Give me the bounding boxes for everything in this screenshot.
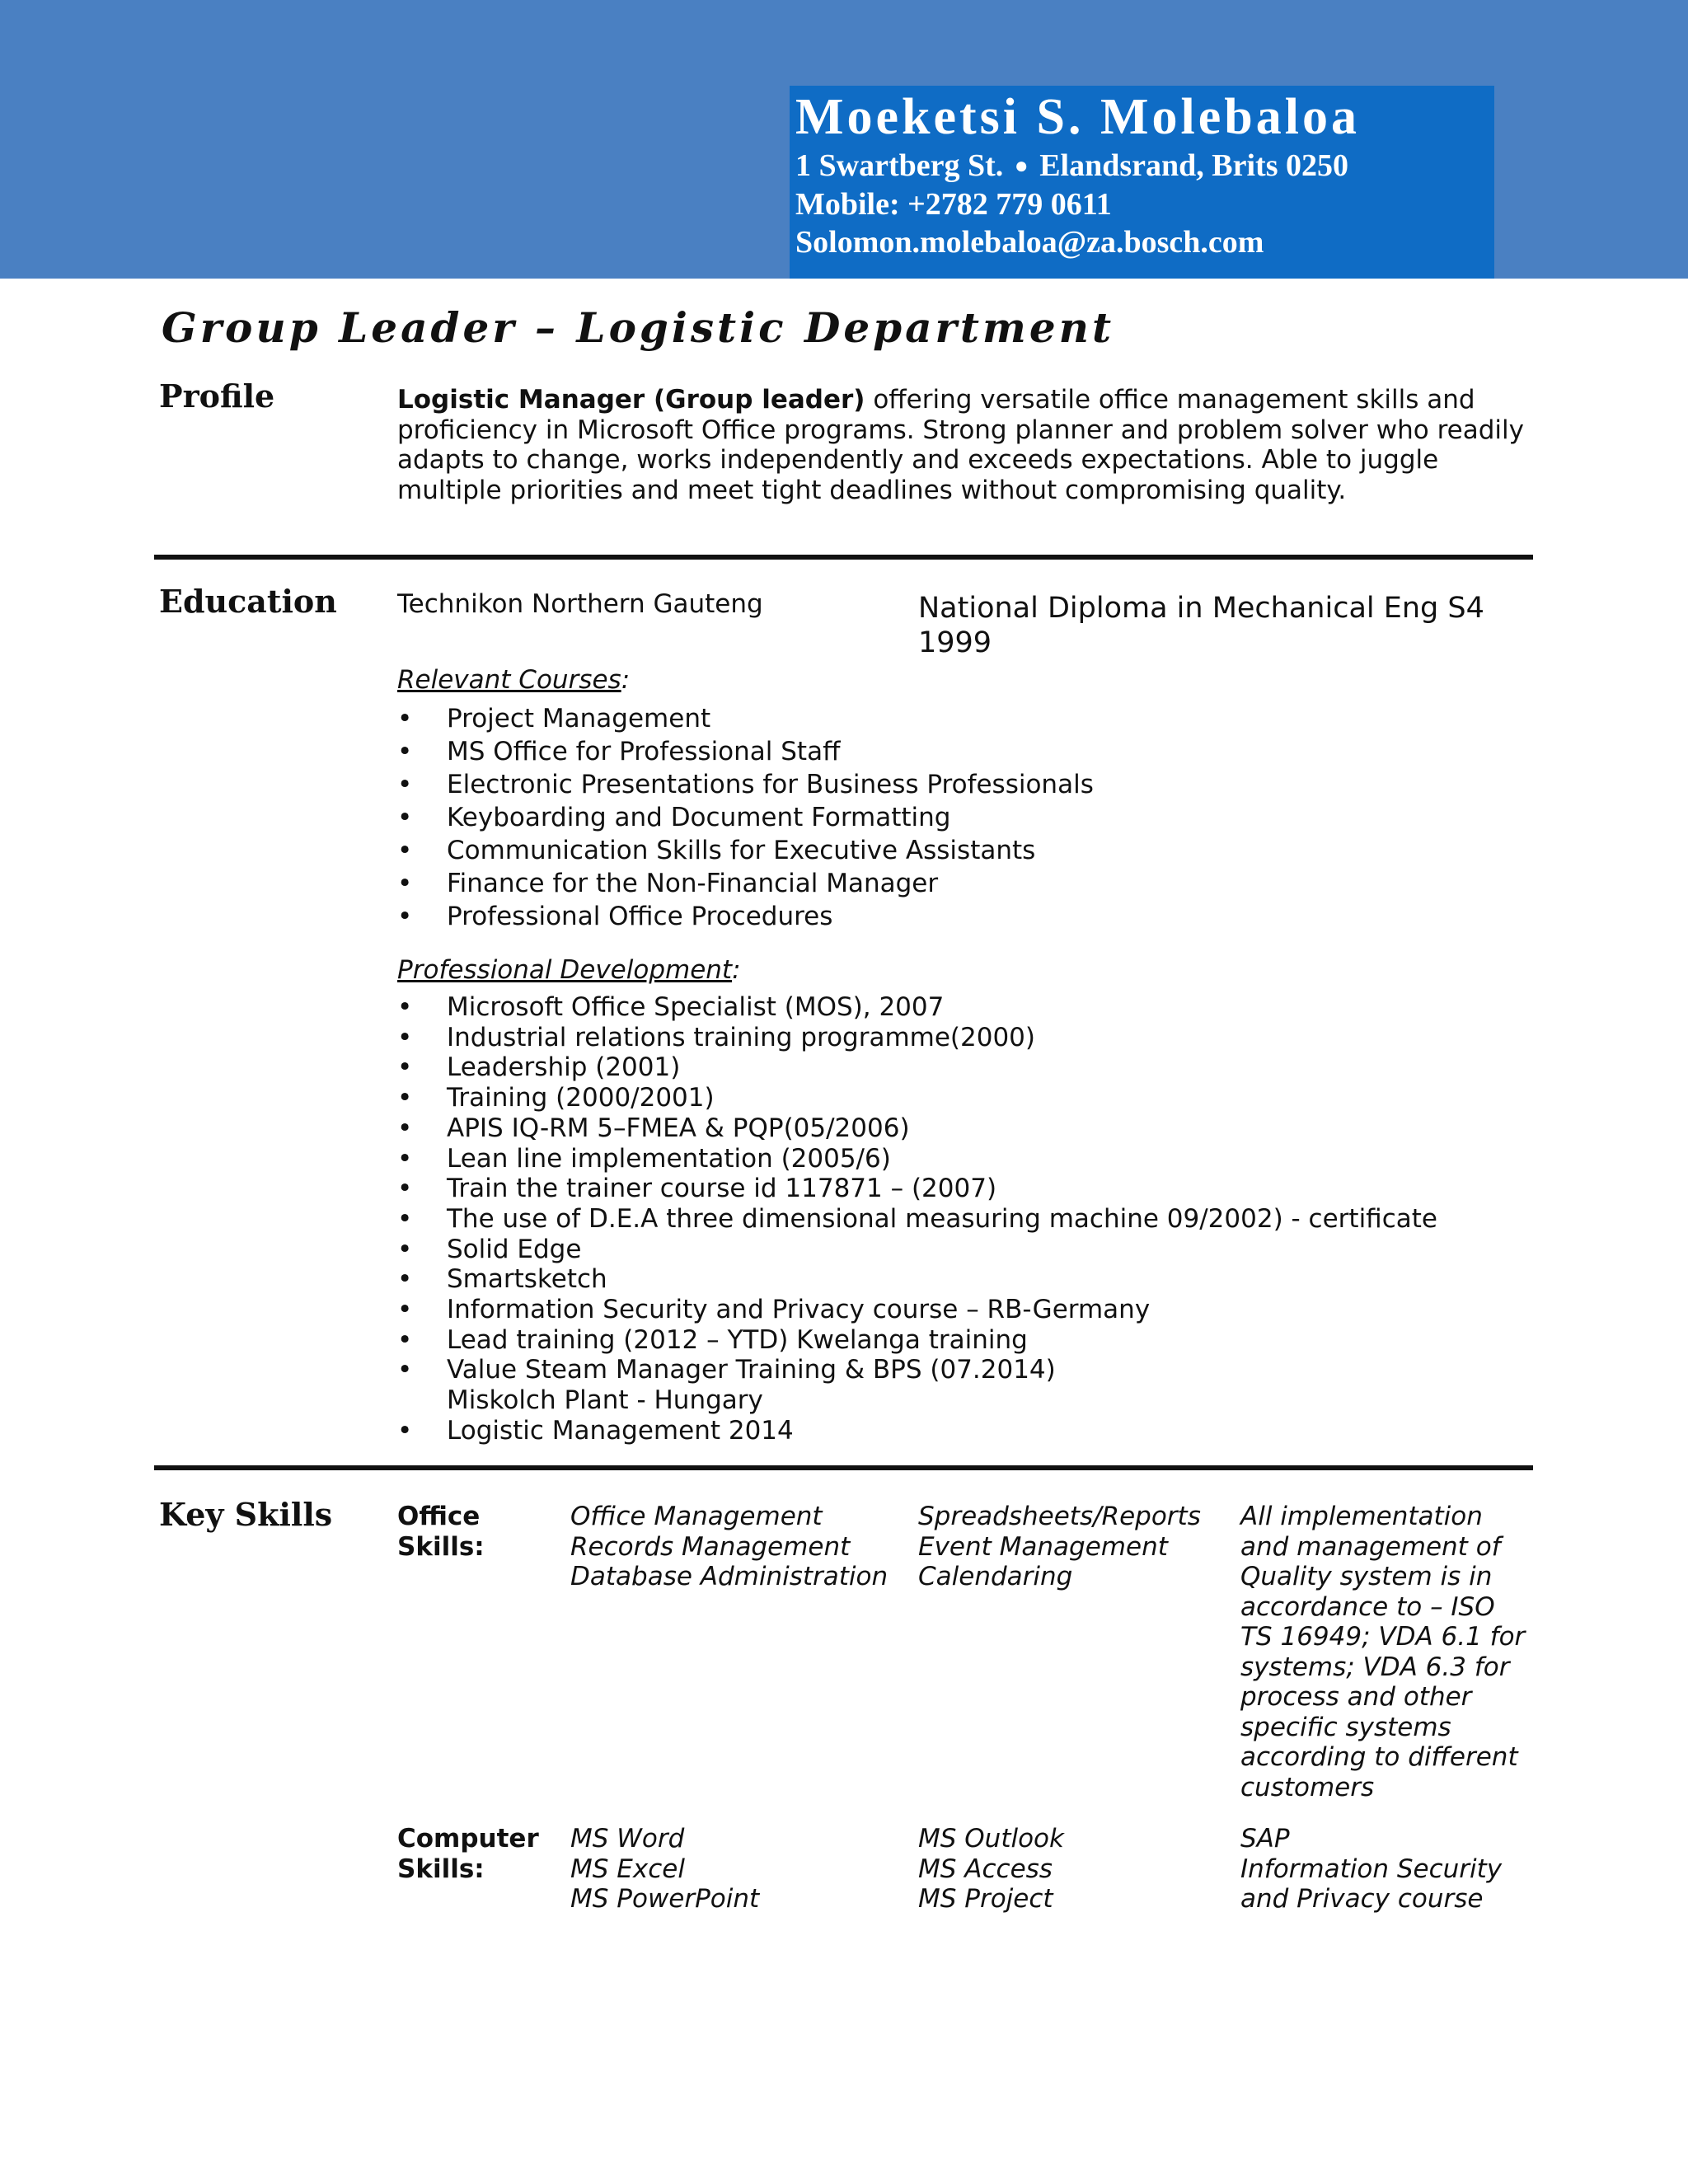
- development-item: [397, 1113, 1437, 1144]
- bullet-icon: •: [397, 770, 413, 799]
- course-item-text: Electronic Presentations for Business Professionals: [447, 770, 1094, 799]
- computer-skills-col3: SAP Information Security and Privacy course: [1240, 1824, 1503, 1914]
- profile-label: Profile: [159, 377, 275, 415]
- bullet-icon: •: [397, 1083, 413, 1113]
- degree: [918, 591, 1484, 660]
- key-skills-label: Key Skills: [159, 1496, 333, 1533]
- profile-body: offering versatile office management skills and proficiency in Microsoft Office programs. Strong planner and problem solver who readily adapts to change, works independently and exceeds expectations. Able to juggle multiple priorities and meet tight deadlines without compromising quality.: [397, 385, 1524, 505]
- development-item: [397, 1295, 1437, 1325]
- address-line: [795, 147, 1494, 185]
- development-item: [397, 1174, 1437, 1204]
- development-item-text: Solid Edge: [447, 1234, 582, 1264]
- bullet-icon: •: [397, 1203, 413, 1234]
- degree-name: National Diploma in Mechanical Eng S4: [918, 592, 1484, 625]
- development-item-text: Value Steam Manager Training & BPS (07.2014) Miskolch Plant - Hungary: [447, 1355, 1056, 1416]
- bullet-icon: •: [397, 1113, 413, 1143]
- course-item-text: Communication Skills for Executive Assistants: [447, 836, 1036, 865]
- computer-skills-col1: MS Word MS Excel MS PowerPoint: [570, 1824, 760, 1914]
- course-item: [397, 801, 1094, 834]
- bullet-icon: •: [397, 992, 413, 1022]
- applicant-name: Moeketsi S. Molebaloa: [795, 89, 1360, 145]
- course-item-text: Project Management: [447, 704, 711, 733]
- bullet-icon: •: [397, 836, 413, 865]
- section-divider: [154, 555, 1533, 560]
- development-item-text: Train the trainer course id 117871 – (2007): [447, 1174, 997, 1204]
- email-address[interactable]: Solomon.molebaloa@za.bosch.com: [795, 225, 1264, 260]
- section-divider: [154, 1465, 1533, 1470]
- courses-list: [397, 702, 1094, 933]
- development-item-text: Industrial relations training programme(2000): [447, 1022, 1035, 1052]
- bullet-icon: •: [397, 1415, 413, 1446]
- development-item: [397, 1023, 1437, 1053]
- development-item-text: Lead training (2012 – YTD) Kwelanga training: [447, 1324, 1028, 1355]
- course-item-text: MS Office for Professional Staff: [447, 737, 841, 766]
- development-item: [397, 1355, 1437, 1415]
- development-item: [397, 1264, 1437, 1295]
- development-item: [397, 992, 1437, 1023]
- bullet-icon: •: [397, 1264, 413, 1295]
- development-item: [397, 1416, 1437, 1446]
- office-skills-col1: Office Management Records Management Database Administration: [570, 1502, 889, 1591]
- course-item-text: Keyboarding and Document Formatting: [447, 803, 951, 832]
- development-item: [397, 1083, 1437, 1113]
- bullet-icon: •: [397, 737, 413, 766]
- bullet-icon: •: [397, 1143, 413, 1174]
- development-item-text: Smartsketch: [447, 1264, 607, 1295]
- development-item-text: The use of D.E.A three dimensional measuring machine 09/2002) - certificate: [447, 1203, 1437, 1234]
- bullet-icon: •: [397, 704, 413, 733]
- development-item: [397, 1144, 1437, 1174]
- development-item: [397, 1052, 1437, 1083]
- job-title: Group Leader – Logistic Department: [162, 303, 1115, 352]
- development-list: [397, 992, 1437, 1446]
- bullet-icon: •: [397, 869, 413, 898]
- development-heading: Professional Development:: [397, 955, 741, 985]
- development-item-text: Logistic Management 2014: [447, 1415, 794, 1446]
- development-item: [397, 1204, 1437, 1235]
- course-item: [397, 834, 1094, 867]
- development-item-text: Information Security and Privacy course – RB-Germany: [447, 1295, 1151, 1325]
- office-skills-col2: Spreadsheets/Reports Event Management Calendaring: [918, 1502, 1201, 1591]
- course-item: [397, 735, 1094, 768]
- degree-year: 1999: [918, 626, 992, 659]
- course-item-text: Professional Office Procedures: [447, 902, 833, 931]
- profile-lead: Logistic Manager (Group leader): [397, 385, 865, 415]
- computer-skills-label: Computer Skills:: [397, 1824, 539, 1884]
- course-item: [397, 702, 1094, 735]
- contact-box: [790, 86, 1494, 279]
- bullet-icon: •: [397, 1174, 413, 1204]
- courses-heading-text: Relevant Courses: [397, 665, 621, 695]
- profile-text: [397, 385, 1535, 505]
- course-item: [397, 900, 1094, 933]
- office-skills-label: Office Skills:: [397, 1502, 485, 1562]
- town: Elandsrand, Brits 0250: [1039, 148, 1348, 183]
- office-skills-col3: All implementation and management of Quality system is in accordance to – ISO TS 16949; VDA 6.1 for systems; VDA 6.3 for process and other specific systems according to different customers: [1240, 1502, 1526, 1802]
- bullet-icon: •: [397, 1324, 413, 1355]
- development-item-text: Microsoft Office Specialist (MOS), 2007: [447, 992, 945, 1022]
- bullet-icon: •: [397, 803, 413, 832]
- street: 1 Swartberg St.: [795, 148, 1004, 183]
- course-item-text: Finance for the Non-Financial Manager: [447, 869, 939, 898]
- bullet-icon: •: [397, 1052, 413, 1083]
- bullet-icon: •: [397, 902, 413, 931]
- development-item: [397, 1325, 1437, 1356]
- bullet-icon: •: [397, 1355, 413, 1385]
- computer-skills-col2: MS Outlook MS Access MS Project: [918, 1824, 1064, 1914]
- bullet-icon: •: [397, 1234, 413, 1264]
- course-item: [397, 768, 1094, 801]
- development-item-text: Lean line implementation (2005/6): [447, 1143, 891, 1174]
- bullet-icon: •: [397, 1295, 413, 1325]
- development-item-text: Leadership (2001): [447, 1052, 681, 1083]
- development-item: [397, 1235, 1437, 1265]
- bullet-separator: ●: [1014, 153, 1029, 179]
- mobile-number: Mobile: +2782 779 0611: [795, 187, 1112, 222]
- development-item-text: APIS IQ-RM 5–FMEA & PQP(05/2006): [447, 1113, 910, 1143]
- courses-heading: Relevant Courses:: [397, 665, 631, 695]
- development-item-text: Training (2000/2001): [447, 1083, 715, 1113]
- course-item: [397, 867, 1094, 900]
- development-heading-text: Professional Development: [397, 955, 733, 985]
- school-name: Technikon Northern Gauteng: [397, 589, 763, 619]
- education-label: Education: [159, 583, 337, 620]
- bullet-icon: •: [397, 1022, 413, 1052]
